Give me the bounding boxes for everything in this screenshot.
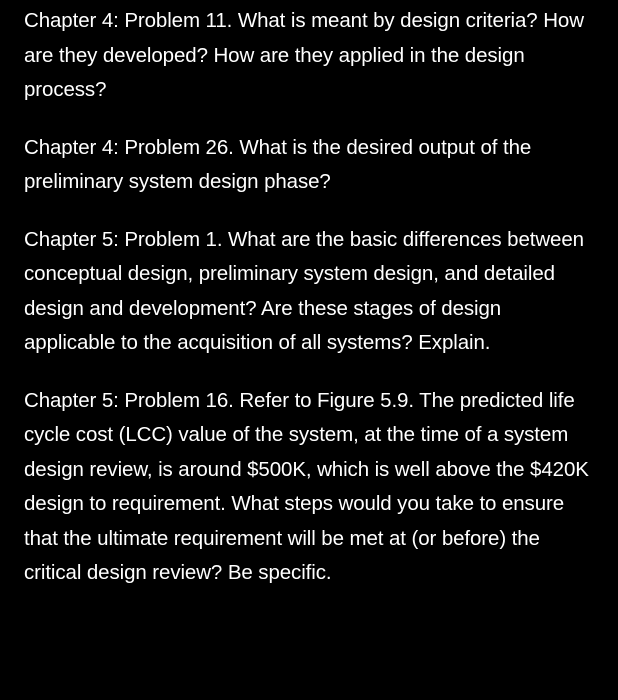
- problem-ch5-16: Chapter 5: Problem 16. Refer to Figure 5.9. The predicted life cycle cost (LCC) value of the system, at the time of a system design review, is around $500K, which is well above the $420K design to requirement. What steps would you take to ensure that the ultimate requirement will be met at (or before) the critical design review? Be specific.: [24, 388, 589, 584]
- problem-ch4-11: Chapter 4: Problem 11. What is meant by design criteria? How are they developed? How are they applied in the design process?: [24, 9, 584, 101]
- problem-ch4-26: Chapter 4: Problem 26. What is the desired output of the preliminary system design phase?: [24, 135, 532, 193]
- problem-ch5-1: Chapter 5: Problem 1. What are the basic differences between conceptual design, preliminary system design, and detailed design and development? Are these stages of design applicable to the acquisition of all systems? Explain.: [24, 227, 584, 354]
